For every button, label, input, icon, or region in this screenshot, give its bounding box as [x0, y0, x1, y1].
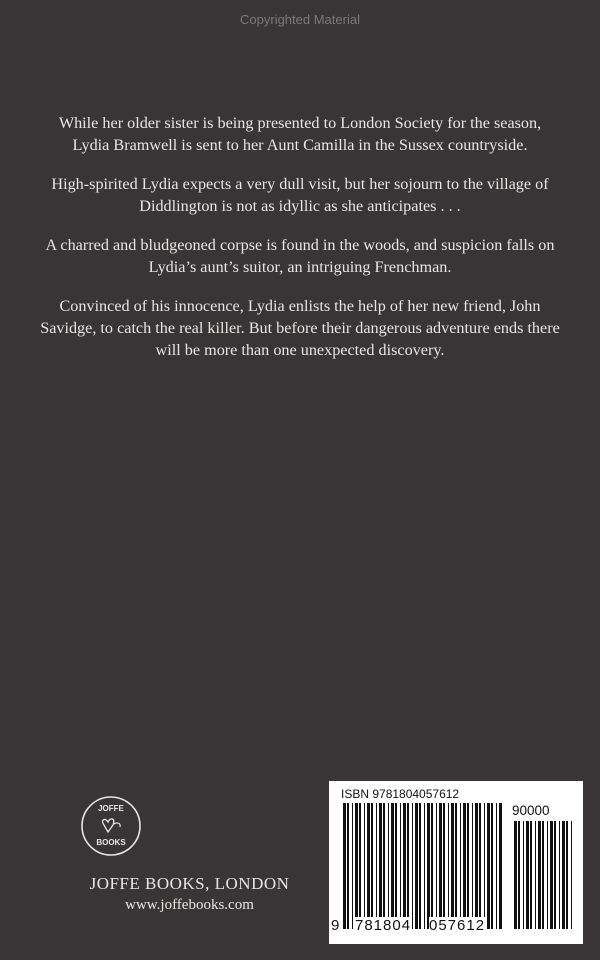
- copyright-watermark: Copyrighted Material: [240, 12, 360, 27]
- barcode-digit-first: 9: [331, 917, 341, 934]
- logo-top-text: JOFFE: [98, 804, 124, 813]
- logo-bottom-text: BOOKS: [96, 838, 126, 847]
- isbn-barcode: [329, 781, 583, 944]
- blurb-paragraph: High-spirited Lydia expects a very dull visit, but her sojourn to the village of Diddlington is not as idyllic as she anticipates . . .: [51, 175, 549, 215]
- back-cover-blurb: [40, 112, 560, 378]
- joffe-books-logo-icon: [80, 795, 142, 857]
- blurb-paragraph: While her older sister is being presented to London Society for the season, Lydia Bramwell is sent to her Aunt Camilla in the Sussex countryside.: [58, 114, 542, 154]
- price-code: 90000: [512, 803, 550, 818]
- blurb-paragraph: Convinced of his innocence, Lydia enlists the help of her new friend, John Savidge, to catch the real killer. But before their dangerous adventure ends there will be more than one unexpected discovery.: [40, 297, 560, 359]
- addon-barcode-bars: [514, 821, 572, 929]
- publisher-info: [72, 873, 307, 915]
- isbn-label: ISBN 9781804057612: [341, 787, 460, 801]
- barcode-digits-right: 057612: [429, 917, 486, 934]
- barcode-digits: [329, 917, 583, 941]
- publisher-url: www.joffebooks.com: [125, 897, 254, 913]
- publisher-name: JOFFE BOOKS, LONDON: [89, 874, 290, 893]
- barcode-digits-left: 781804: [355, 917, 412, 934]
- barcode-bars: [343, 803, 503, 929]
- joffe-books-logo: [80, 795, 142, 857]
- blurb-paragraph: A charred and bludgeoned corpse is found in the woods, and suspicion falls on Lydia’s aunt’s suitor, an intriguing Frenchman.: [45, 236, 555, 276]
